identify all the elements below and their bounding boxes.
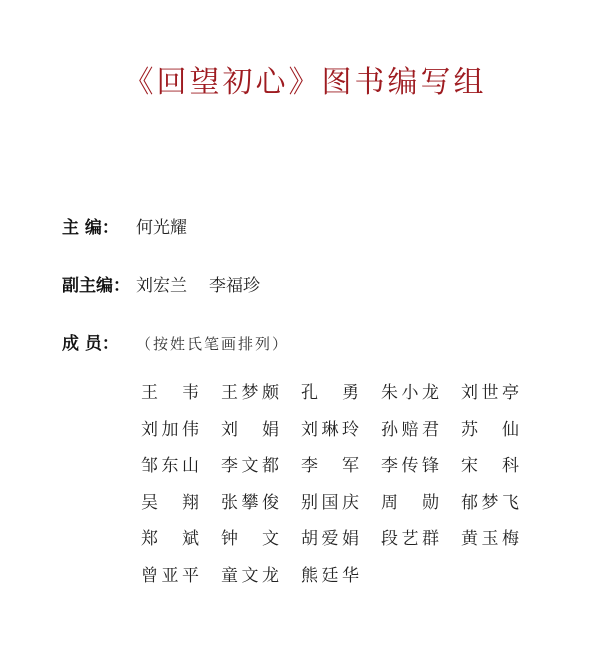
member-name: 宋 科 — [461, 456, 519, 477]
chief-editor-row — [62, 217, 187, 239]
members-label: 成 员： — [62, 334, 119, 354]
page-title: 《回望初心》图书编写组 — [123, 65, 487, 100]
member-name: 熊 廷 华 — [301, 565, 359, 586]
member-name: 李 军 — [301, 456, 359, 477]
member-name: 孔 勇 — [301, 383, 359, 403]
member-name: 黄 玉 梅 — [461, 529, 519, 550]
member-name: 邹 东 山 — [141, 456, 199, 477]
chief-editor-label: 主 编： — [62, 218, 119, 238]
members-row — [62, 333, 289, 355]
member-name: 李 传 锋 — [381, 456, 439, 477]
member-name: 郑 斌 — [141, 529, 199, 550]
member-name: 孙 赔 君 — [381, 419, 439, 440]
member-name: 郁 梦 飞 — [461, 492, 519, 513]
deputy-editor-name: 李福珍 — [209, 276, 260, 296]
member-name: 王 韦 — [141, 383, 199, 403]
member-name: 刘 琳 玲 — [301, 419, 359, 440]
member-name: 王 梦 颇 — [221, 383, 279, 403]
member-name: 李 文 都 — [221, 456, 279, 477]
member-name: 刘 娟 — [221, 419, 279, 440]
member-name: 刘 加 伟 — [141, 419, 199, 440]
member-name: 曾 亚 平 — [141, 565, 199, 586]
member-name: 刘 世 亭 — [461, 383, 519, 403]
deputy-editor-label: 副主编： — [62, 276, 130, 296]
member-name: 胡 爱 娟 — [301, 529, 359, 550]
member-name: 段 艺 群 — [381, 529, 439, 550]
chief-editor-name: 何光耀 — [136, 218, 187, 238]
member-name: 周 勋 — [381, 492, 439, 513]
member-name: 苏 仙 — [461, 419, 519, 440]
member-name: 张 攀 俊 — [221, 492, 279, 513]
member-name: 别 国 庆 — [301, 492, 359, 513]
member-name: 吴 翔 — [141, 492, 199, 513]
members-order-note: （按姓氏笔画排列） — [136, 335, 290, 353]
deputy-editor-name: 刘宏兰 — [136, 276, 187, 296]
member-name: 钟 文 — [221, 529, 279, 550]
member-name: 童 文 龙 — [221, 565, 279, 586]
member-name: 朱 小 龙 — [381, 383, 439, 403]
members-list — [141, 378, 541, 598]
deputy-editor-row — [62, 275, 260, 297]
